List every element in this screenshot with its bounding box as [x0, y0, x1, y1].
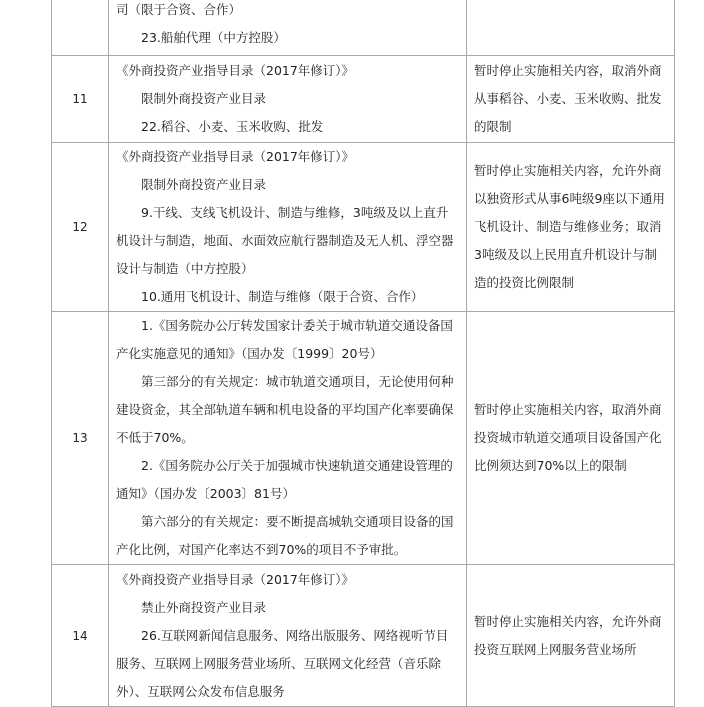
- regulation-line: 22.稻谷、小麦、玉米收购、批发: [141, 119, 324, 134]
- table-row: [52, 565, 675, 707]
- regulation-text: [109, 565, 467, 707]
- regulation-text: [109, 0, 467, 56]
- regulation-line: 9.干线、支线飞机设计、制造与维修，3吨级及以上直升机设计与制造，地面、水面效应航行器制造及无人机、浮空器设计与制造（中方控股）: [116, 205, 454, 276]
- regulation-text: [109, 312, 467, 565]
- regulation-line: 1.《国务院办公厅转发国家计委关于城市轨道交通设备国产化实施意见的通知》（国办发〔1999〕20号）: [116, 318, 453, 361]
- row-number: 13: [52, 312, 109, 565]
- regulation-line: 第三部分的有关规定：城市轨道交通项目，无论使用何种建设资金，其全部轨道车辆和机电设备的平均国产化率要确保不低于70%。: [116, 374, 454, 445]
- table-row: [52, 0, 675, 56]
- row-number: [52, 0, 109, 56]
- adjustment-text: [467, 0, 675, 56]
- regulation-line: 23.船舶代理（中方控股）: [141, 29, 286, 45]
- table-row: [52, 312, 675, 565]
- regulation-line: 限制外商投资产业目录: [141, 91, 267, 106]
- row-number: 12: [52, 143, 109, 312]
- regulation-table: [51, 0, 675, 707]
- regulation-line: 《外商投资产业指导目录（2017年修订）》: [116, 63, 355, 78]
- row-number: 11: [52, 56, 109, 143]
- regulation-text: [109, 56, 467, 143]
- adjustment-text: 暂时停止实施相关内容，取消外商从事稻谷、小麦、玉米收购、批发的限制: [467, 56, 675, 143]
- regulation-line: 《外商投资产业指导目录（2017年修订）》: [116, 571, 355, 587]
- regulation-text: [109, 143, 467, 312]
- adjustment-text: 暂时停止实施相关内容，取消外商投资城市轨道交通项目设备国产化比例须达到70%以上的限制: [467, 312, 675, 565]
- regulation-line: 禁止外商投资产业目录: [141, 599, 267, 615]
- regulation-line: 2.《国务院办公厅关于加强城市快速轨道交通建设管理的通知》（国办发〔2003〕81号）: [116, 458, 453, 501]
- row-number: 14: [52, 565, 109, 707]
- regulation-line: 10.通用飞机设计、制造与维修（限于合资、合作）: [141, 289, 424, 304]
- regulation-line: 《外商投资产业指导目录（2017年修订）》: [116, 149, 355, 164]
- adjustment-text: 暂时停止实施相关内容，允许外商投资互联网上网服务营业场所: [467, 565, 675, 707]
- table-row: [52, 56, 675, 143]
- regulation-line: 第六部分的有关规定：要不断提高城轨交通项目设备的国产化比例，对国产化率达不到70%的项目不予审批。: [116, 514, 454, 557]
- regulation-line: 限制外商投资产业目录: [141, 177, 267, 192]
- regulation-line: 26.互联网新闻信息服务、网络出版服务、网络视听节目服务、互联网上网服务营业场所、互联网文化经营（音乐除外）、互联网公众发布信息服务: [116, 627, 449, 699]
- table-row: [52, 143, 675, 312]
- regulation-line: 司（限于合资、合作）: [116, 1, 242, 17]
- adjustment-text: 暂时停止实施相关内容，允许外商以独资形式从事6吨级9座以下通用飞机设计、制造与维修业务；取消3吨级及以上民用直升机设计与制造的投资比例限制: [467, 143, 675, 312]
